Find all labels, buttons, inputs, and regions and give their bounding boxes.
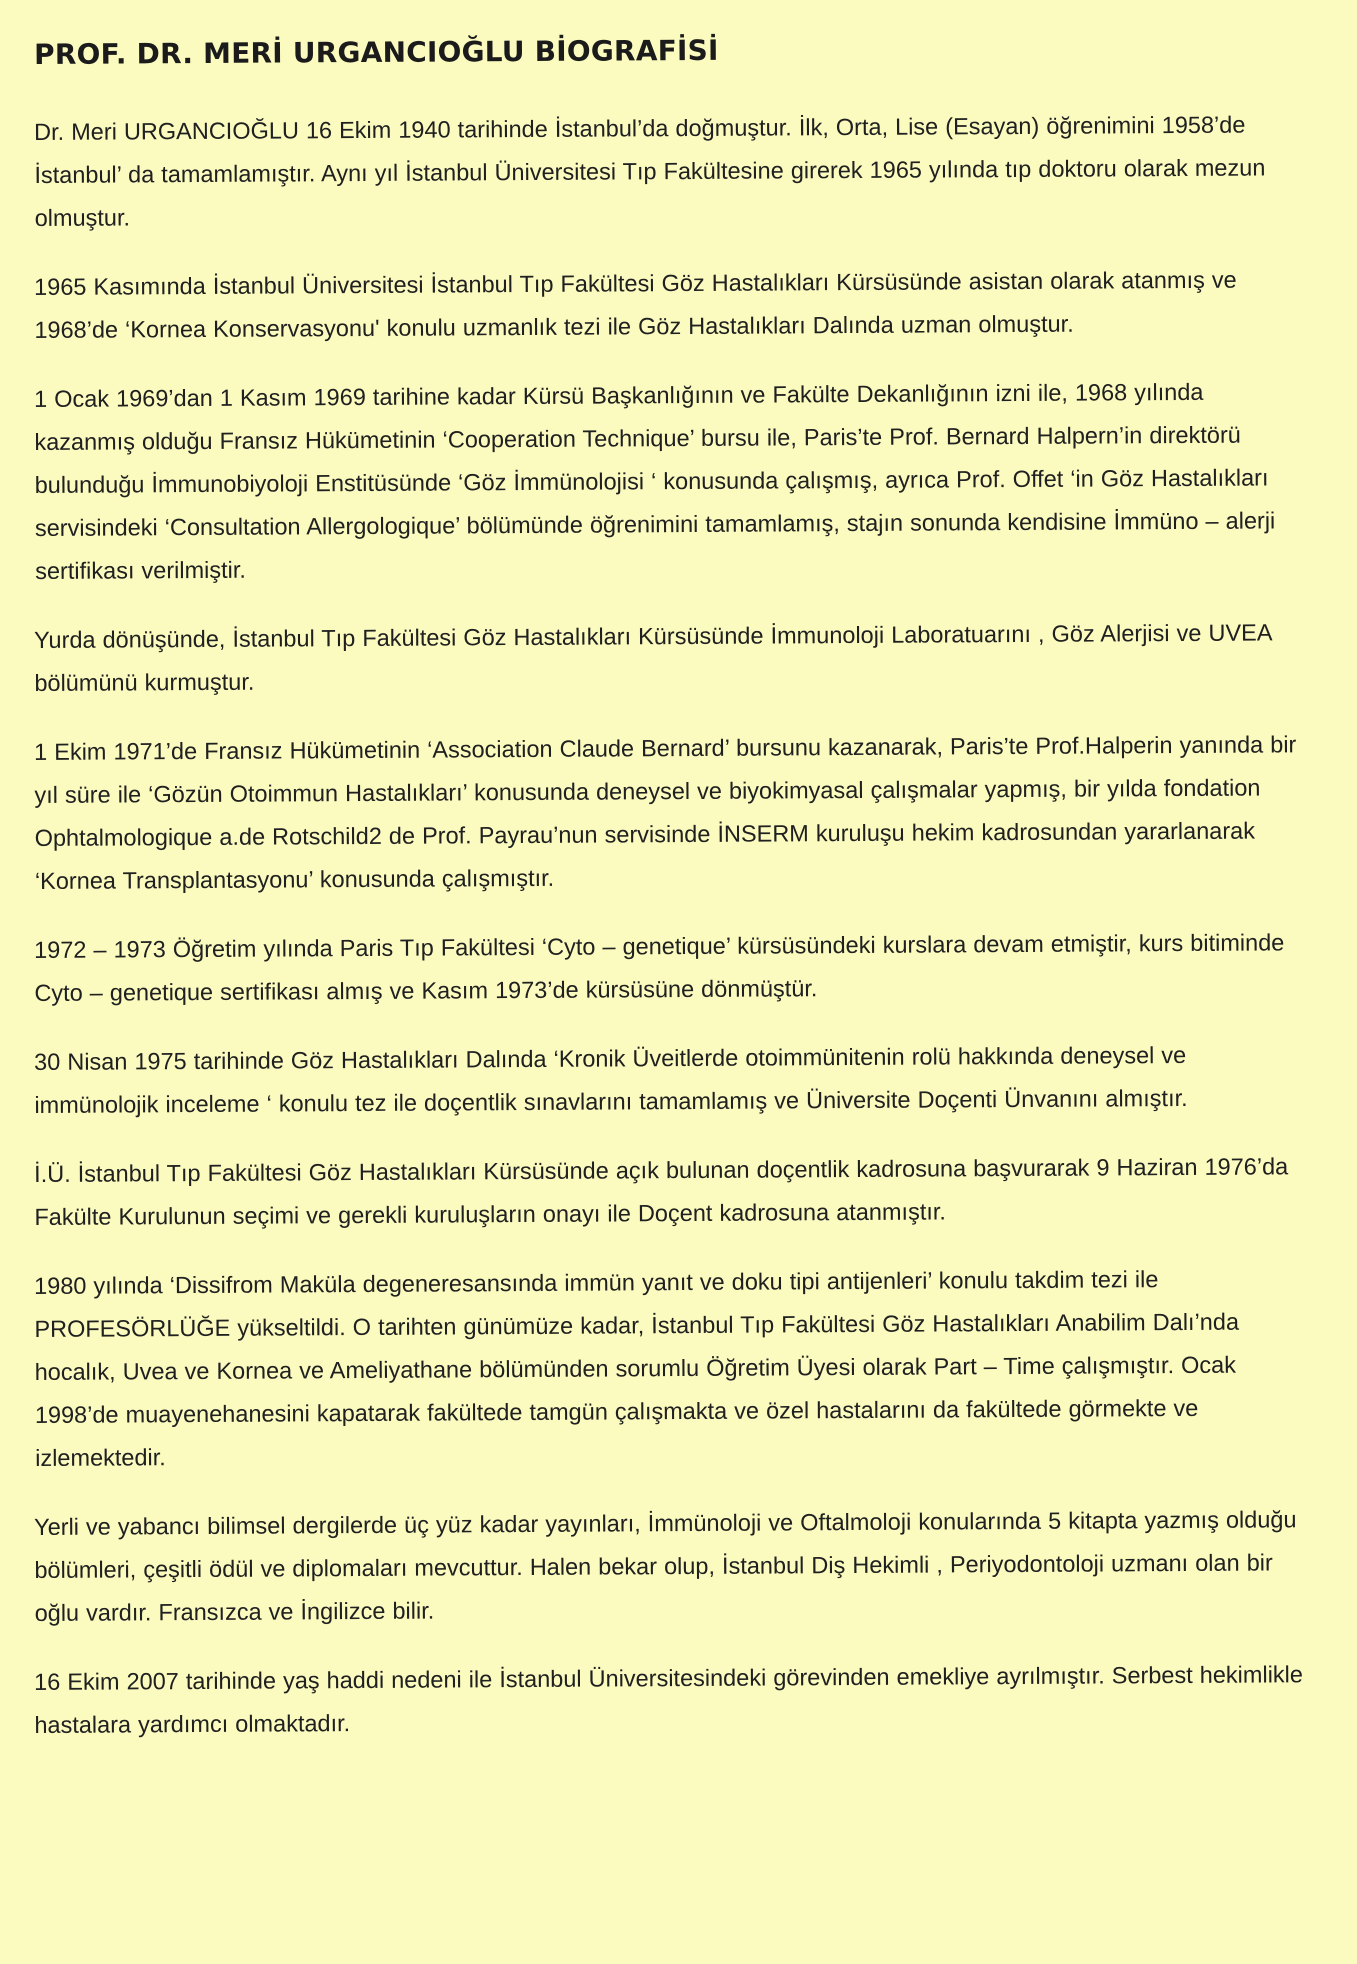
paragraph-retirement: 16 Ekim 2007 tarihinde yaş haddi nedeni ile İstanbul Üniversitesindeki görevinden emekliye ayrılmıştır. Serbest hekimlikle hastalara yardımcı olmaktadır. (34, 1661, 1303, 1738)
paragraph-cytogenetics: 1972 – 1973 Öğretim yılında Paris Tıp Fakültesi ‘Cyto – genetique’ kürsüsündeki kurslara devam etmiştir, kurs bitiminde Cyto – genetique sertifikası almış ve Kasım 1973’de kürsüsüne dönmüştür. (34, 929, 1285, 1006)
paragraph-publications-family: Yerli ve yabancı bilimsel dergilerde üç yüz kadar yayınları, İmmünoloji ve Oftalmoloji konularında 5 kitapta yazmış olduğu bölümleri, çeşitli ödül ve diplomaları mevcuttur. Halen bekar olup, İstanbul Diş Hekimli , Periyodontoloji uzmanı olan bir oğlu vardır. Fransızca ve İngilizce bilir. (34, 1506, 1297, 1626)
paragraph-associate-professor-exam: 30 Nisan 1975 tarihinde Göz Hastalıkları Dalında ‘Kronik Üveitlerde otoimmünitenin rolü hakkında deneysel ve immünolojik inceleme ‘ konulu tez ile doçentlik sınavlarını tamamlamış ve Üniversite Doçenti Ünvanını almıştır. (34, 1041, 1188, 1118)
paragraph-return-home: Yurda dönüşünde, İstanbul Tıp Fakültesi Göz Hastalıkları Kürsüsünde İmmunoloji Laboratuarını , Göz Alerjisi ve UVEA bölümünü kurmuştur. (34, 619, 1272, 696)
paragraph-residency: 1965 Kasımında İstanbul Üniversitesi İstanbul Tıp Fakültesi Göz Hastalıkları Kürsüsünde asistan olarak atanmış ve 1968’de ‘Kornea Konservasyonu' konulu uzmanlık tezi ile Göz Hastalıkları Dalında uzman olmuştur. (34, 266, 1237, 343)
paragraph-birth-education: Dr. Meri URGANCIOĞLU 16 Ekim 1940 tarihinde İstanbul’da doğmuştur. İlk, Orta, Lise (Esayan) öğrenimini 1958’de İstanbul’ da tamamlamıştır. Aynı yıl İstanbul Üniversitesi Tıp Fakültesine girerek 1965 yılında tıp doktoru olarak mezun olmuştur. (34, 111, 1266, 231)
paragraph-associate-appointment: İ.Ü. İstanbul Tıp Fakültesi Göz Hastalıkları Kürsüsünde açık bulunan doçentlik kadrosuna başvurarak 9 Haziran 1976’da Fakülte Kurulunun seçimi ve gerekli kuruluşların onayı ile Doçent kadrosuna atanmıştır. (34, 1153, 1289, 1230)
paragraph-professorship: 1980 yılında ‘Dissifrom Maküla degeneresansında immün yanıt ve doku tipi antijenleri’ konulu takdim tezi ile PROFESÖRLÜĞE yükseltildi. O tarihten günümüze kadar, İstanbul Tıp Fakültesi Göz Hastalıkları Anabilim Dalı’nda hocalık, Uvea ve Kornea ve Ameliyathane bölümünden sorumlu Öğretim Üyesi olarak Part – Time çalışmıştır. Ocak 1998’de muayenehanesini kapatarak fakültede tamgün çalışmakta ve özel hastalarını da fakültede görmekte ve izlemektedir. (34, 1266, 1240, 1471)
paragraph-paris-1969: 1 Ocak 1969’dan 1 Kasım 1969 tarihine kadar Kürsü Başkanlığının ve Fakülte Dekanlığının izni ile, 1968 yılında kazanmış olduğu Fransız Hükümetinin ‘Cooperation Technique’ bursu ile, Paris’te Prof. Bernard Halpern’in direktörü bulunduğu İmmunobiyoloji Enstitüsünde ‘Göz İmmünolojisi ‘ konusunda çalışmış, ayrıca Prof. Offet ‘in Göz Hastalıkları servisindeki ‘Consultation Allergologique’ bölümünde öğrenimini tamamlamış, stajın sonunda kendisine İmmüno – alerji sertifikası verilmiştir. (34, 378, 1276, 584)
paragraph-paris-1971: 1 Ekim 1971’de Fransız Hükümetinin ‘Association Claude Bernard’ bursunu kazanarak, Paris’te Prof.Halperin yanında bir yıl süre ile ‘Gözün Otoimmun Hastalıkları’ konusunda deneysel ve biyokimyasal çalışmalar yapmış, bir yılda fondation Ophtalmologique a.de Rotschild2 de Prof. Payrau’nun servisinde İNSERM kuruluşu hekim kadrosundan yararlanarak ‘Kornea Transplantasyonu’ konusunda çalışmıştır. (34, 731, 1297, 894)
page-title: PROF. DR. MERİ URGANCIOĞLU BİOGRAFİSİ (34, 33, 719, 71)
